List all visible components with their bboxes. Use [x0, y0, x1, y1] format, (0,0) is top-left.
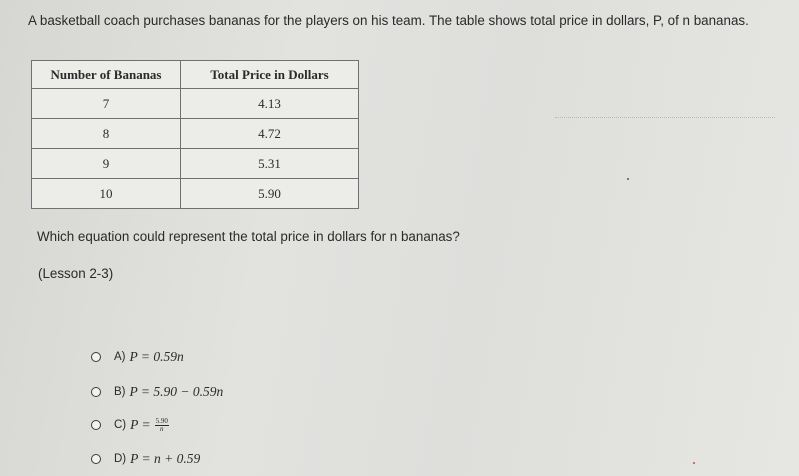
radio-button[interactable] — [91, 387, 101, 397]
table-row — [32, 119, 359, 149]
choice-c[interactable] — [91, 416, 169, 434]
table-cell: 9 — [32, 149, 181, 179]
question-text: A basketball coach purchases bananas for the players on his team. The table shows total price in dollars, P, of n bananas. — [28, 13, 749, 28]
radio-button[interactable] — [91, 352, 101, 362]
table-cell: 5.31 — [181, 149, 359, 179]
lesson-reference: (Lesson 2-3) — [38, 266, 114, 281]
choice-equation: P = n + 0.59 — [130, 451, 201, 466]
choice-equation-lhs: P = — [130, 417, 151, 432]
choice-equation: P = 5.90 − 0.59n — [129, 384, 224, 399]
prompt-text: Which equation could represent the total price in dollars for n bananas? — [37, 229, 460, 244]
table-cell: 7 — [32, 89, 181, 119]
fraction-denominator: n — [160, 424, 164, 433]
table-header-row — [32, 61, 359, 89]
table-header-cell: Total Price in Dollars — [181, 61, 359, 89]
choice-b[interactable] — [91, 383, 223, 401]
radio-button[interactable] — [91, 420, 101, 430]
price-table — [31, 60, 359, 209]
radio-button[interactable] — [91, 454, 101, 464]
choice-a[interactable] — [91, 348, 184, 366]
table-row — [32, 179, 359, 209]
choice-letter: B) — [114, 386, 126, 398]
table-row — [32, 89, 359, 119]
table-cell: 10 — [32, 179, 181, 209]
table-cell: 4.72 — [181, 119, 359, 149]
speck — [693, 462, 695, 464]
choice-letter: D) — [114, 453, 127, 465]
table-cell: 8 — [32, 119, 181, 149]
fraction-numerator: 5.90 — [155, 416, 168, 425]
choice-letter: A) — [114, 351, 126, 363]
choice-letter: C) — [114, 419, 127, 431]
fraction — [155, 418, 169, 433]
table-header-cell: Number of Bananas — [32, 61, 181, 89]
table-cell: 4.13 — [181, 89, 359, 119]
choice-d[interactable] — [91, 450, 200, 468]
choice-equation: P = 0.59n — [129, 349, 184, 364]
faint-dotted-line — [555, 117, 775, 118]
table-row — [32, 149, 359, 179]
speck — [627, 178, 629, 180]
table-cell: 5.90 — [181, 179, 359, 209]
